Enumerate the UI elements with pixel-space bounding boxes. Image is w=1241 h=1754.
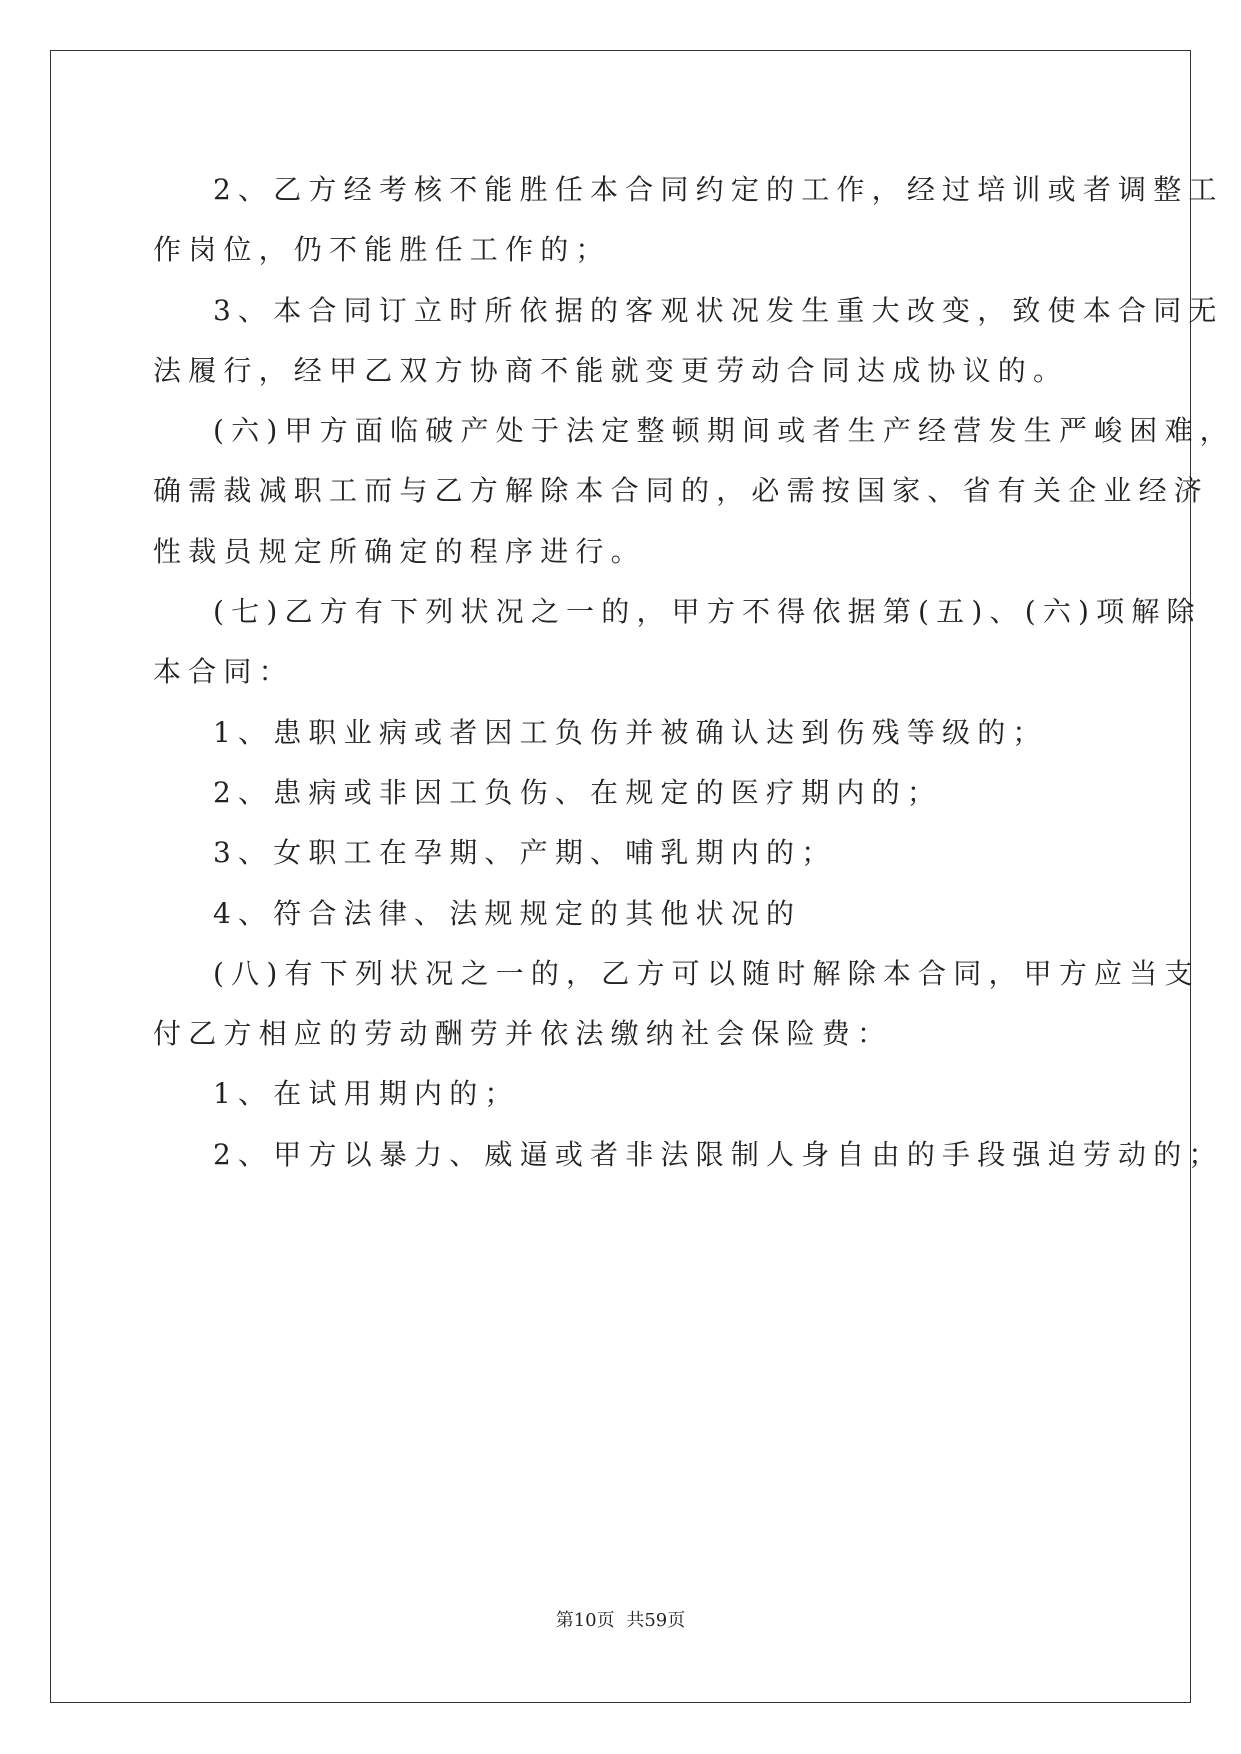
document-body: [153, 160, 1235, 1185]
paragraph-line: 付乙方相应的劳动酬劳并依法缴纳社会保险费：: [153, 1017, 893, 1051]
paragraph-line: 作岗位，仍不能胜任工作的；: [153, 233, 611, 267]
page-footer: [0, 1606, 1241, 1632]
paragraph-line: 1、在试用期内的；: [213, 1077, 520, 1111]
paragraph-line: 2、患病或非因工负伤、在规定的医疗期内的；: [213, 775, 943, 809]
page-number: 第10页: [555, 1610, 615, 1631]
paragraph-line: 3、女职工在孕期、产期、哺乳期内的；: [213, 836, 837, 870]
paragraph-line: (八)有下列状况之一的，乙方可以随时解除本合同，甲方应当支: [213, 956, 1200, 990]
paragraph-line: (七)乙方有下列状况之一的，甲方不得依据第(五)、(六)项解除: [213, 595, 1202, 629]
paragraph-line: 法履行，经甲乙双方协商不能就变更劳动合同达成协议的。: [153, 353, 1069, 387]
paragraph-line: (六)甲方面临破产处于法定整顿期间或者生产经营发生严峻困难，: [213, 414, 1235, 448]
paragraph-line: 3、本合同订立时所依据的客观状况发生重大改变，致使本合同无: [213, 293, 1224, 327]
paragraph-line: 性裁员规定所确定的程序进行。: [153, 534, 646, 568]
paragraph-line: 2、甲方以暴力、威逼或者非法限制人身自由的手段强迫劳动的；: [213, 1137, 1224, 1171]
paragraph-line: 2、乙方经考核不能胜任本合同约定的工作，经过培训或者调整工: [213, 173, 1224, 206]
paragraph-line: 本合同：: [153, 655, 294, 689]
total-pages: 共59页: [626, 1610, 686, 1631]
paragraph-line: 4、符合法律、法规规定的其他状况的: [213, 896, 802, 930]
paragraph-line: 确需裁减职工而与乙方解除本合同的，必需按国家、省有关企业经济: [153, 474, 1210, 508]
paragraph-line: 1、患职业病或者因工负伤并被确认达到伤残等级的；: [213, 715, 1048, 749]
